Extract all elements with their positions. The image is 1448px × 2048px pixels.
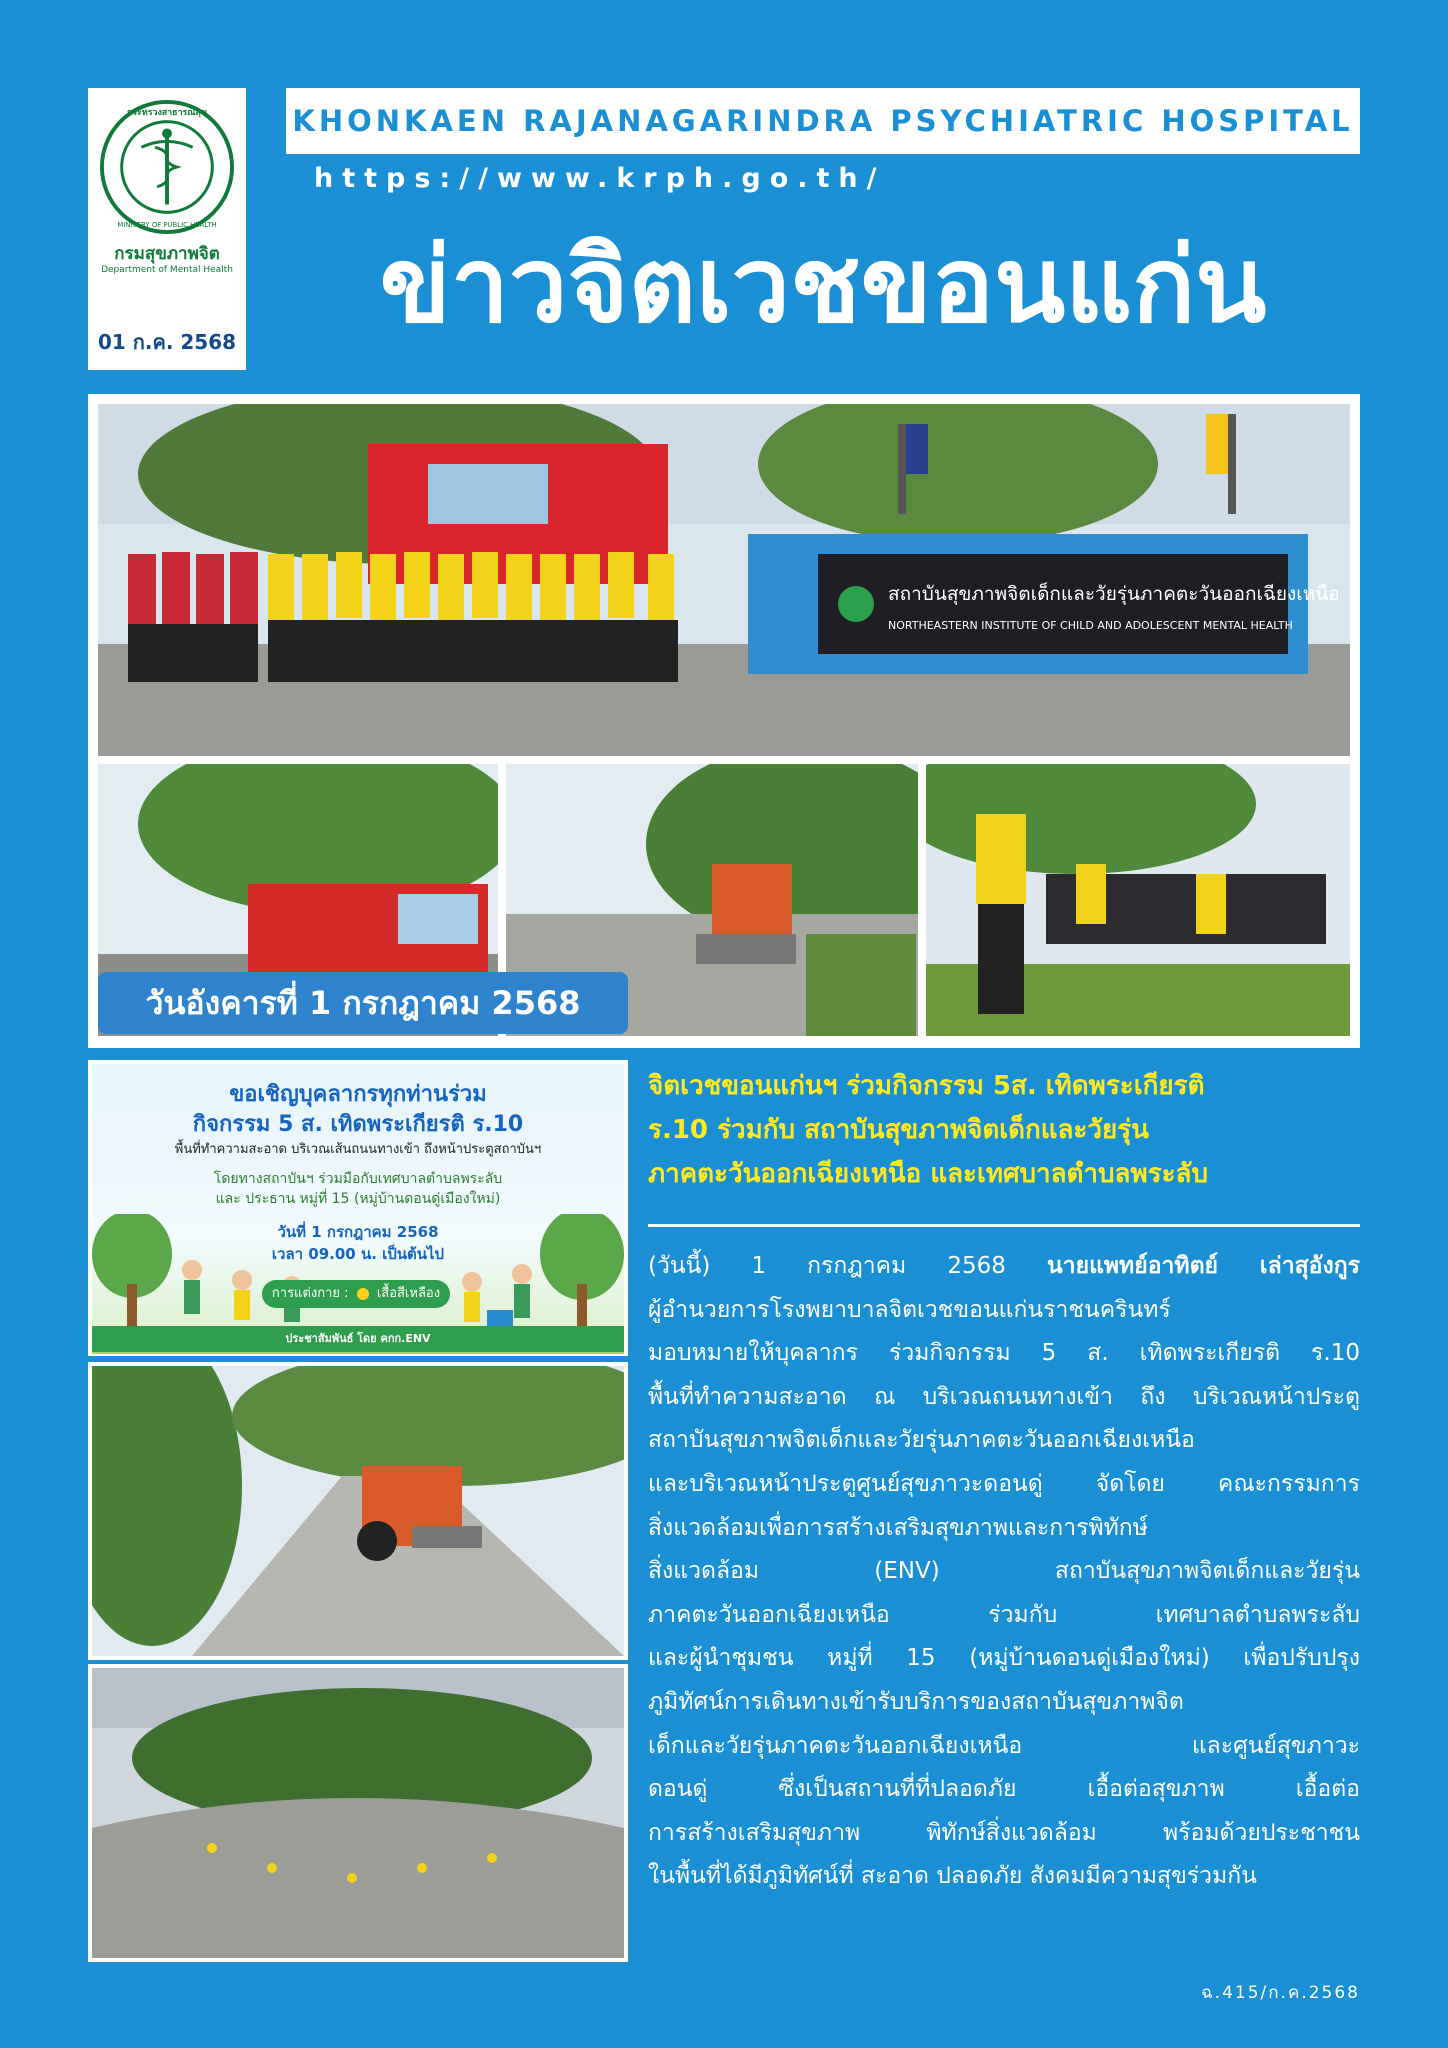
invitation-poster [88, 1060, 628, 1356]
hospital-name-band [286, 88, 1360, 154]
department-name-en: Department of Mental Health [101, 265, 233, 275]
body-line: ภาคตะวันออกเฉียงเหนือ ร่วมกับ เทศบาลตำบลพระลับ [648, 1601, 1360, 1628]
issue-date: 01 ก.ค. 2568 [97, 330, 237, 354]
body-line: ภูมิทัศน์การเดินทางเข้ารับบริการของสถาบันสุขภาพจิต [648, 1688, 1184, 1715]
poster-area: พื้นที่ทำความสะอาด บริเวณเส้นถนนทางเข้า ถึงหน้าประตูสถาบันฯ [174, 1142, 542, 1157]
article-body [648, 1245, 1360, 1899]
svg-text:NORTHEASTERN INSTITUTE OF CHIL: NORTHEASTERN INSTITUTE OF CHILD AND ADOLESCENT MENTAL HEALTH [888, 619, 1293, 632]
body-line: สิ่งแวดล้อม (ENV) สถาบันสุขภาพจิตเด็กและวัยรุ่น [648, 1558, 1360, 1585]
poster-credit: ประชาสัมพันธ์ โดย คกก.ENV [92, 1326, 624, 1352]
body-line: ผู้อำนวยการโรงพยาบาลจิตเวชขอนแก่นราชนครินทร์ [648, 1296, 1171, 1323]
svg-text:กระทรวงสาธารณสุข: กระทรวงสาธารณสุข [127, 107, 207, 118]
event-date-caption: วันอังคารที่ 1 กรกฎาคม 2568 [98, 972, 628, 1034]
hospital-name: KHONKAEN RAJANAGARINDRA PSYCHIATRIC HOSPITAL [292, 104, 1354, 138]
road-tractor-photo [88, 1362, 628, 1660]
body-line: ดอนดู่ ซึ่งเป็นสถานที่ที่ปลอดภัย เอื้อต่อสุขภาพ เอื้อต่อ [648, 1776, 1360, 1803]
dress-code-badge [262, 1280, 450, 1308]
body-line: การสร้างเสริมสุขภาพ พิทักษ์สิ่งแวดล้อม พร้อมด้วยประชาชน [648, 1819, 1360, 1846]
headline-line-1: จิตเวชขอนแก่นฯ ร่วมกิจกรรม 5ส. เทิดพระเกียรติ [648, 1071, 1205, 1101]
poster-heading-1: ขอเชิญบุคลากรทุกท่านร่วม [229, 1082, 487, 1107]
lead-line [648, 1245, 1360, 1289]
aerial-photo [88, 1664, 628, 1962]
body-line: สิ่งแวดล้อมเพื่อการสร้างเสริมสุขภาพและการพิทักษ์ [648, 1514, 1148, 1541]
reference-number: ฉ.415/ก.ค.2568 [1201, 1983, 1360, 2003]
article-headline [648, 1064, 1360, 1196]
ministry-seal-icon [98, 98, 236, 236]
headline-line-3: ภาคตะวันออกเฉียงเหนือ และเทศบาลตำบลพระลับ [648, 1159, 1208, 1189]
group-photo [98, 404, 1350, 756]
headline-line-2: ร.10 ร่วมกับ สถาบันสุขภาพจิตเด็กและวัยรุ่น [648, 1115, 1149, 1145]
poster-partner-1: โดยทางสถาบันฯ ร่วมมือกับเทศบาลตำบลพระลับ [213, 1171, 503, 1187]
body-line: ในพื้นที่ได้มีภูมิทัศน์ที่ สะอาด ปลอดภัย สังคมมีความสุขร่วมกัน [648, 1863, 1257, 1890]
dress-code-label: การแต่งกาย : [271, 1286, 349, 1301]
department-name-th: กรมสุขภาพจิต [114, 244, 220, 264]
lead-prefix: (วันนี้) 1 กรกฎาคม 2568 [648, 1253, 1047, 1279]
svg-text:MINISTRY OF PUBLIC HEALTH: MINISTRY OF PUBLIC HEALTH [117, 221, 217, 230]
poster-date: วันที่ 1 กรกฎาคม 2568 [277, 1223, 439, 1241]
body-line: มอบหมายให้บุคลากร ร่วมกิจกรรม 5 ส. เทิดพระเกียรติ ร.10 [648, 1340, 1360, 1367]
sweeping-photo [926, 764, 1350, 1036]
poster-heading-2: กิจกรรม 5 ส. เทิดพระเกียรติ ร.10 [192, 1112, 524, 1137]
website-url[interactable]: https://www.krph.go.th/ [314, 163, 886, 194]
body-line: และผู้นำชุมชน หมู่ที่ 15 (หมู่บ้านดอนดู่เมืองใหม่) เพื่อปรับปรุง [648, 1645, 1360, 1672]
poster-partner-2: และ ประธาน หมู่ที่ 15 (หมู่บ้านดอนดู่เมืองใหม่) [215, 1191, 501, 1207]
photo-collage [88, 394, 1360, 1048]
poster-time: เวลา 09.00 น. เป็นต้นไป [271, 1245, 445, 1263]
dress-code-value: เสื้อสีเหลือง [376, 1286, 441, 1301]
body-line: เด็กและวัยรุ่นภาคตะวันออกเฉียงเหนือ และศูนย์สุขภาวะ [648, 1732, 1360, 1759]
director-name: นายแพทย์อาทิตย์ เล่าสุอังกูร [1046, 1253, 1361, 1279]
body-line: พื้นที่ทำความสะอาด ณ บริเวณถนนทางเข้า ถึง บริเวณหน้าประตู [648, 1383, 1360, 1410]
body-line: และบริเวณหน้าประตูศูนย์สุขภาวะดอนดู่ จัดโดย คณะกรรมการ [648, 1470, 1360, 1497]
headline-divider [648, 1224, 1360, 1227]
svg-text:สถาบันสุขภาพจิตเด็กและวัยรุ่นภ: สถาบันสุขภาพจิตเด็กและวัยรุ่นภาคตะวันออกเฉียงเหนือ [888, 583, 1340, 605]
newsletter-title: ข่าวจิตเวชขอนแก่น [379, 224, 1267, 346]
ministry-logo-card [88, 88, 246, 370]
body-line: สถาบันสุขภาพจิตเด็กและวัยรุ่นภาคตะวันออกเฉียงเหนือ [648, 1427, 1195, 1454]
yellow-dot-icon [357, 1288, 369, 1300]
